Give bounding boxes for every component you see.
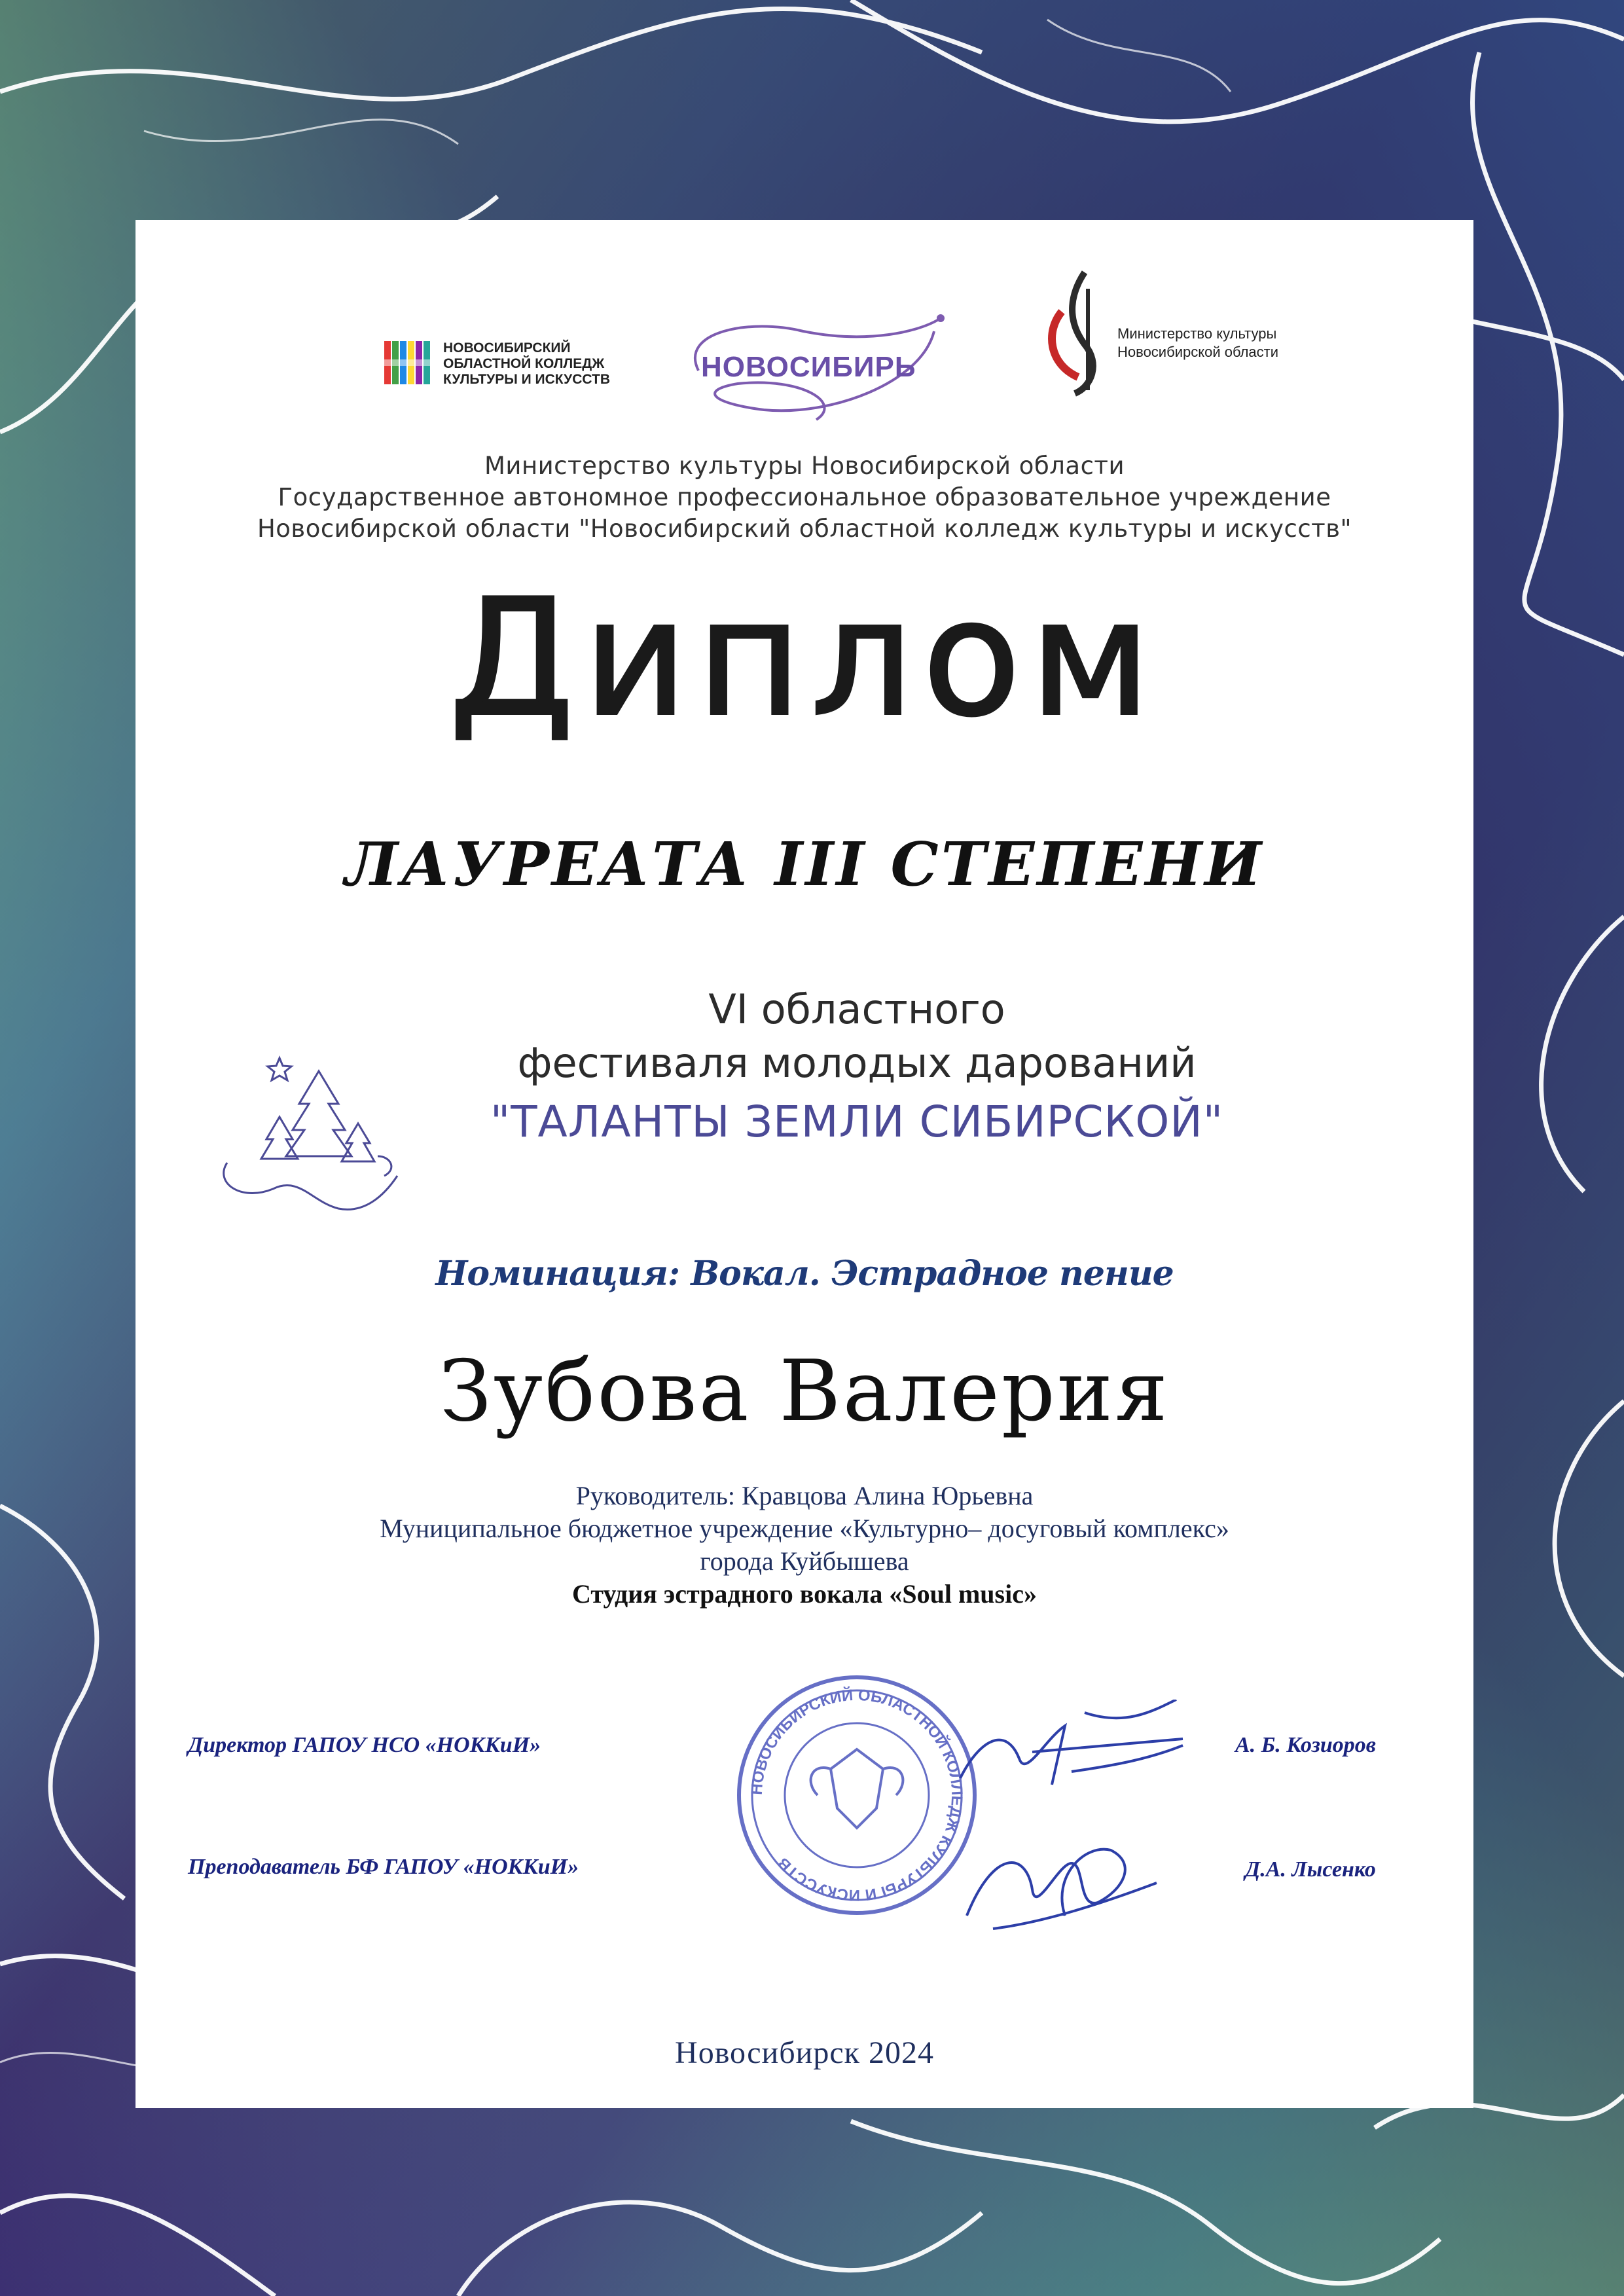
diploma-card — [135, 220, 1473, 2108]
diploma-title: Диплом — [448, 565, 1161, 752]
novosibir-logo-text: НОВОСИБИРЬ — [701, 351, 916, 383]
header-line: Государственное автономное профессиональное образовательное учреждение — [278, 483, 1331, 511]
recipient-details — [135, 1480, 1473, 1611]
nomination: Номинация: Вокал. Эстрадное пение — [435, 1254, 1174, 1294]
stamp-text: НОВОСИБИРСКИЙ ОБЛАСТНОЙ КОЛЛЕДЖ КУЛЬТУРЫ И ИСКУССТВ — [748, 1686, 966, 1904]
ministry-emblem-icon — [1039, 266, 1111, 397]
signature-role-teacher: Преподаватель БФ ГАПОУ «НОККиИ» — [188, 1855, 579, 1879]
festival-name: "ТАЛАНТЫ ЗЕМЛИ СИБИРСКОЙ" — [490, 1097, 1224, 1147]
college-logo — [384, 338, 610, 388]
college-logo-line: НОВОСИБИРСКИЙ — [443, 340, 571, 355]
signature-name-teacher: Д.А. Лысенко — [1245, 1857, 1376, 1882]
svg-text:НОВОСИБИРСКИЙ ОБЛАСТНОЙ КОЛЛЕД — [748, 1686, 965, 1904]
institution-line: Муниципальное бюджетное учреждение «Культурно– досуговый комплекс» — [380, 1514, 1229, 1543]
ministry-logo-line: Министерство культуры — [1117, 325, 1277, 342]
college-logo-icon — [384, 341, 437, 384]
footer-city-year: Новосибирск 2024 — [675, 2035, 934, 2070]
trees-icon — [214, 1045, 410, 1215]
college-logo-line: КУЛЬТУРЫ И ИСКУССТВ — [443, 372, 610, 387]
handwritten-signature-director — [954, 1700, 1189, 1804]
leader-line: Руководитель: Кравцова Алина Юрьевна — [575, 1481, 1034, 1510]
novosibir-logo — [672, 305, 960, 423]
header-line: Министерство культуры Новосибирской области — [484, 452, 1125, 480]
signature-name-director: А. Б. Козиоров — [1235, 1733, 1376, 1757]
ministry-logo — [1039, 266, 1327, 384]
organization-header — [135, 450, 1473, 545]
city-line: города Куйбышева — [700, 1546, 909, 1576]
festival-line-1: VI областного — [708, 985, 1005, 1033]
festival-line-2: фестиваля молодых дарований — [517, 1039, 1197, 1087]
handwritten-signature-teacher — [954, 1824, 1163, 1942]
ministry-logo-line: Новосибирской области — [1117, 344, 1279, 360]
college-logo-line: ОБЛАСТНОЙ КОЛЛЕДЖ — [443, 356, 605, 371]
diploma-subtitle: ЛАУРЕАТА III СТЕПЕНИ — [344, 829, 1265, 900]
official-stamp — [732, 1671, 981, 1920]
header-line: Новосибирской области "Новосибирский областной колледж культуры и искусств" — [257, 515, 1352, 543]
recipient-name: Зубова Валерия — [439, 1343, 1170, 1440]
studio-line: Студия эстрадного вокала «Soul music» — [572, 1579, 1037, 1609]
signature-role-director: Директор ГАПОУ НСО «НОККиИ» — [188, 1733, 541, 1757]
